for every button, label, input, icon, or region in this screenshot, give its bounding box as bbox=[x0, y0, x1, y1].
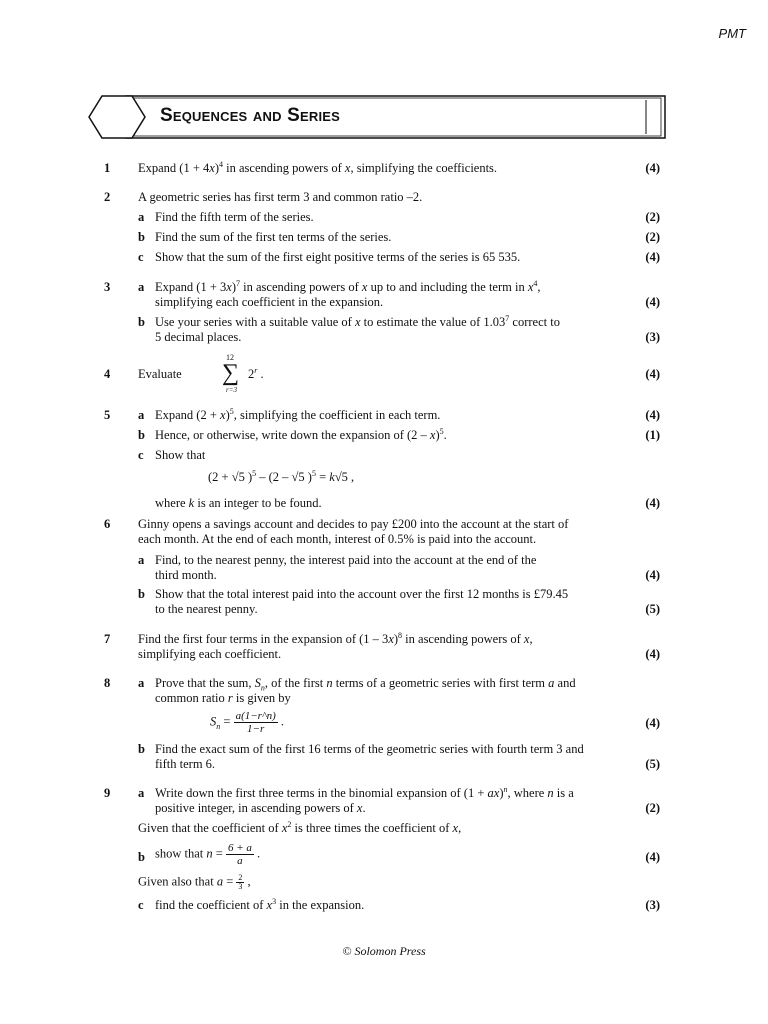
marks: (5) bbox=[645, 602, 660, 616]
question-number: 8 bbox=[104, 676, 111, 690]
question-intro: Ginny opens a savings account and decides to pay £200 into the account at the start of bbox=[138, 517, 569, 531]
question-number: 7 bbox=[104, 632, 111, 646]
marks: (2) bbox=[645, 230, 660, 244]
marks: (1) bbox=[645, 428, 660, 442]
marks: (4) bbox=[645, 161, 660, 175]
title-banner bbox=[88, 95, 666, 139]
marks: (4) bbox=[645, 716, 660, 730]
marks: (4) bbox=[645, 367, 660, 381]
question-number: 2 bbox=[104, 190, 111, 204]
marks: (4) bbox=[645, 568, 660, 582]
question-number: 9 bbox=[104, 786, 111, 800]
marks: (4) bbox=[645, 647, 660, 661]
given-statement: Given also that a = $\frac{2}{3}$ , bbox=[138, 873, 251, 891]
marks: (4) bbox=[645, 295, 660, 309]
question-number: 3 bbox=[104, 280, 111, 294]
marks: (4) bbox=[645, 250, 660, 264]
question-number: 6 bbox=[104, 517, 111, 531]
marks: (3) bbox=[645, 330, 660, 344]
hexagon-icon bbox=[89, 96, 145, 138]
question-text: Evaluate 12 ∑ r=3 2$^r$ . (4) bbox=[138, 353, 660, 394]
given-statement: Given that the coefficient of $x^2$ is three times the coefficient of x, bbox=[138, 819, 462, 835]
page-title: Sequences and Series bbox=[160, 105, 341, 126]
corner-tag: PMT bbox=[718, 26, 746, 41]
sum-upper-limit: 12 bbox=[226, 353, 234, 362]
question-number: 4 bbox=[104, 367, 111, 381]
marks: (2) bbox=[645, 801, 660, 815]
marks: (5) bbox=[645, 757, 660, 771]
marks: (4) bbox=[645, 850, 660, 864]
equation: (2 + √5 )$^5$ – (2 – √5 )$^5$ = k√5 , bbox=[208, 468, 355, 484]
marks: (2) bbox=[645, 210, 660, 224]
footer-copyright: © Solomon Press bbox=[342, 944, 426, 958]
marks: (4) bbox=[645, 496, 660, 510]
sum-lower-limit: r=3 bbox=[226, 386, 237, 394]
question-number: 1 bbox=[104, 161, 111, 175]
sigma-icon: ∑ bbox=[222, 360, 240, 386]
marks: (4) bbox=[645, 408, 660, 422]
question-number: 5 bbox=[104, 408, 111, 422]
sum-formula: $S_n$ = $\frac{a(1-r\^{}n)}{1-r}$ . bbox=[210, 710, 284, 735]
question-intro: A geometric series has first term 3 and common ratio –2. bbox=[138, 190, 423, 204]
marks: (3) bbox=[645, 898, 660, 912]
